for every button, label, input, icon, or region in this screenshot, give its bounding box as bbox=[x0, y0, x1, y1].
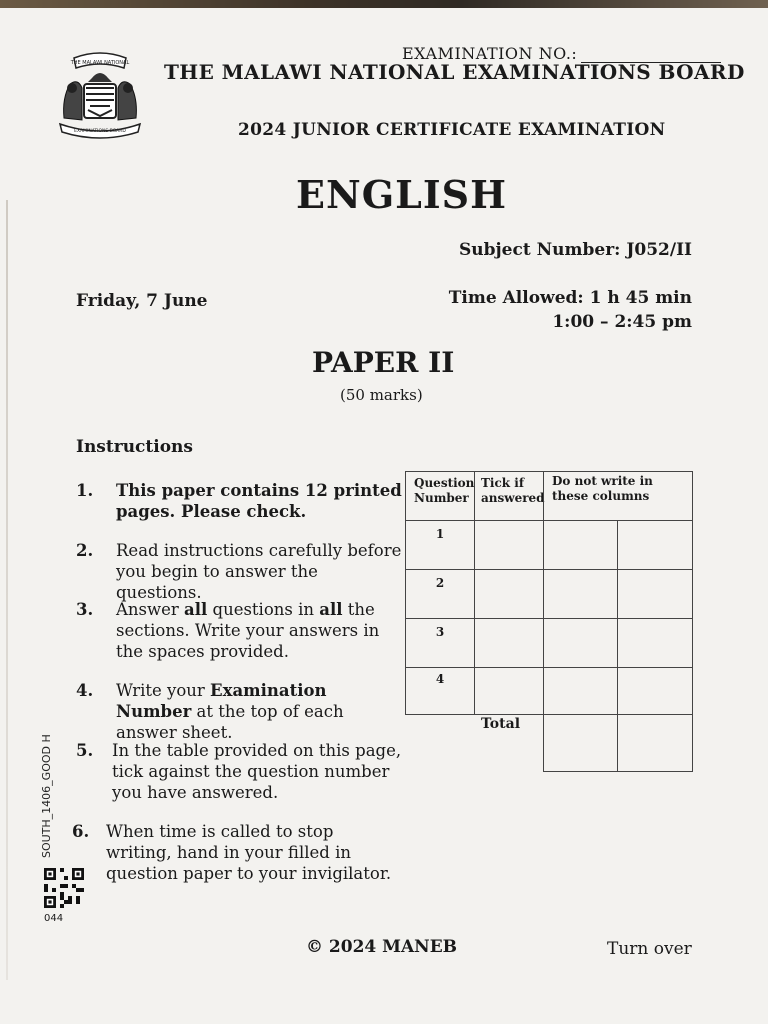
examiner-cell bbox=[617, 667, 693, 715]
table-row-question-2: 2 bbox=[405, 569, 475, 619]
instruction-number: 2. bbox=[76, 541, 94, 560]
table-header-question-number: Question Number bbox=[405, 471, 475, 521]
paper-title: PAPER II bbox=[312, 346, 455, 379]
turn-over: Turn over bbox=[607, 939, 692, 959]
instruction-number: 6. bbox=[72, 822, 90, 841]
examiner-cell bbox=[617, 618, 693, 668]
instruction-text: When time is called to stop writing, hand in your filled in question paper to your invigilator. bbox=[106, 822, 392, 883]
examiner-cell bbox=[543, 569, 618, 619]
total-marks: (50 marks) bbox=[340, 386, 423, 404]
qr-code-icon bbox=[44, 868, 84, 908]
examiner-cell bbox=[543, 618, 618, 668]
instruction-text: Read instructions carefully before you begin to answer the questions. bbox=[116, 541, 402, 602]
examiner-cell bbox=[617, 569, 693, 619]
exam-date: Friday, 7 June bbox=[76, 291, 208, 311]
instruction-text: Write your Examination Number at the top of each answer sheet. bbox=[116, 681, 344, 742]
instruction-number: 4. bbox=[76, 681, 94, 700]
table-total-label: Total bbox=[481, 716, 521, 732]
margin-code: 044 bbox=[44, 913, 64, 924]
examiner-cell bbox=[543, 520, 618, 570]
subject-name: ENGLISH bbox=[296, 172, 507, 217]
table-row-question-3: 3 bbox=[405, 618, 475, 668]
time-allowed: Time Allowed: 1 h 45 min bbox=[448, 288, 692, 308]
examiner-cell bbox=[543, 667, 618, 715]
instruction-text: In the table provided on this page, tick against the question number you have answered. bbox=[112, 741, 402, 802]
table-row-question-4: 4 bbox=[405, 667, 475, 715]
instructions-heading: Instructions bbox=[76, 437, 193, 457]
scan-left-edge bbox=[6, 200, 8, 980]
maneb-coat-of-arms-logo bbox=[52, 48, 148, 140]
board-name: THE MALAWI NATIONAL EXAMINATIONS BOARD bbox=[164, 60, 745, 84]
scan-top-edge bbox=[0, 0, 768, 8]
time-range: 1:00 – 2:45 pm bbox=[552, 312, 692, 332]
tick-cell[interactable] bbox=[474, 667, 544, 715]
copyright: © 2024 MANEB bbox=[306, 937, 458, 957]
instruction-number: 5. bbox=[76, 741, 94, 760]
table-bottom-rule bbox=[405, 714, 544, 715]
examiner-cell bbox=[617, 520, 693, 570]
total-cell bbox=[617, 714, 693, 772]
tick-cell[interactable] bbox=[474, 520, 544, 570]
svg-text:THE MALAWI NATIONAL: THE MALAWI NATIONAL bbox=[70, 60, 130, 66]
time-block bbox=[449, 286, 692, 334]
examination-number-label: EXAMINATION NO.: bbox=[402, 44, 578, 63]
table-row-question-1: 1 bbox=[405, 520, 475, 570]
tick-cell[interactable] bbox=[474, 618, 544, 668]
side-code: SOUTH_1406_GOOD H bbox=[40, 734, 53, 858]
total-cell bbox=[543, 714, 618, 772]
tick-cell[interactable] bbox=[474, 569, 544, 619]
instruction-text: This paper contains 12 printed pages. Please check. bbox=[116, 481, 402, 521]
table-header-tick: Tick if answered bbox=[474, 471, 544, 521]
instruction-text: Answer all questions in all the sections. Write your answers in the spaces provided. bbox=[116, 600, 380, 661]
table-header-do-not-write: Do not write in these columns bbox=[543, 471, 693, 521]
subject-number: Subject Number: J052/II bbox=[459, 240, 692, 260]
instruction-number: 3. bbox=[76, 600, 94, 619]
svg-text:EXAMINATIONS BOARD: EXAMINATIONS BOARD bbox=[74, 129, 126, 134]
exam-title: 2024 JUNIOR CERTIFICATE EXAMINATION bbox=[238, 120, 666, 140]
instruction-number: 1. bbox=[76, 481, 94, 500]
